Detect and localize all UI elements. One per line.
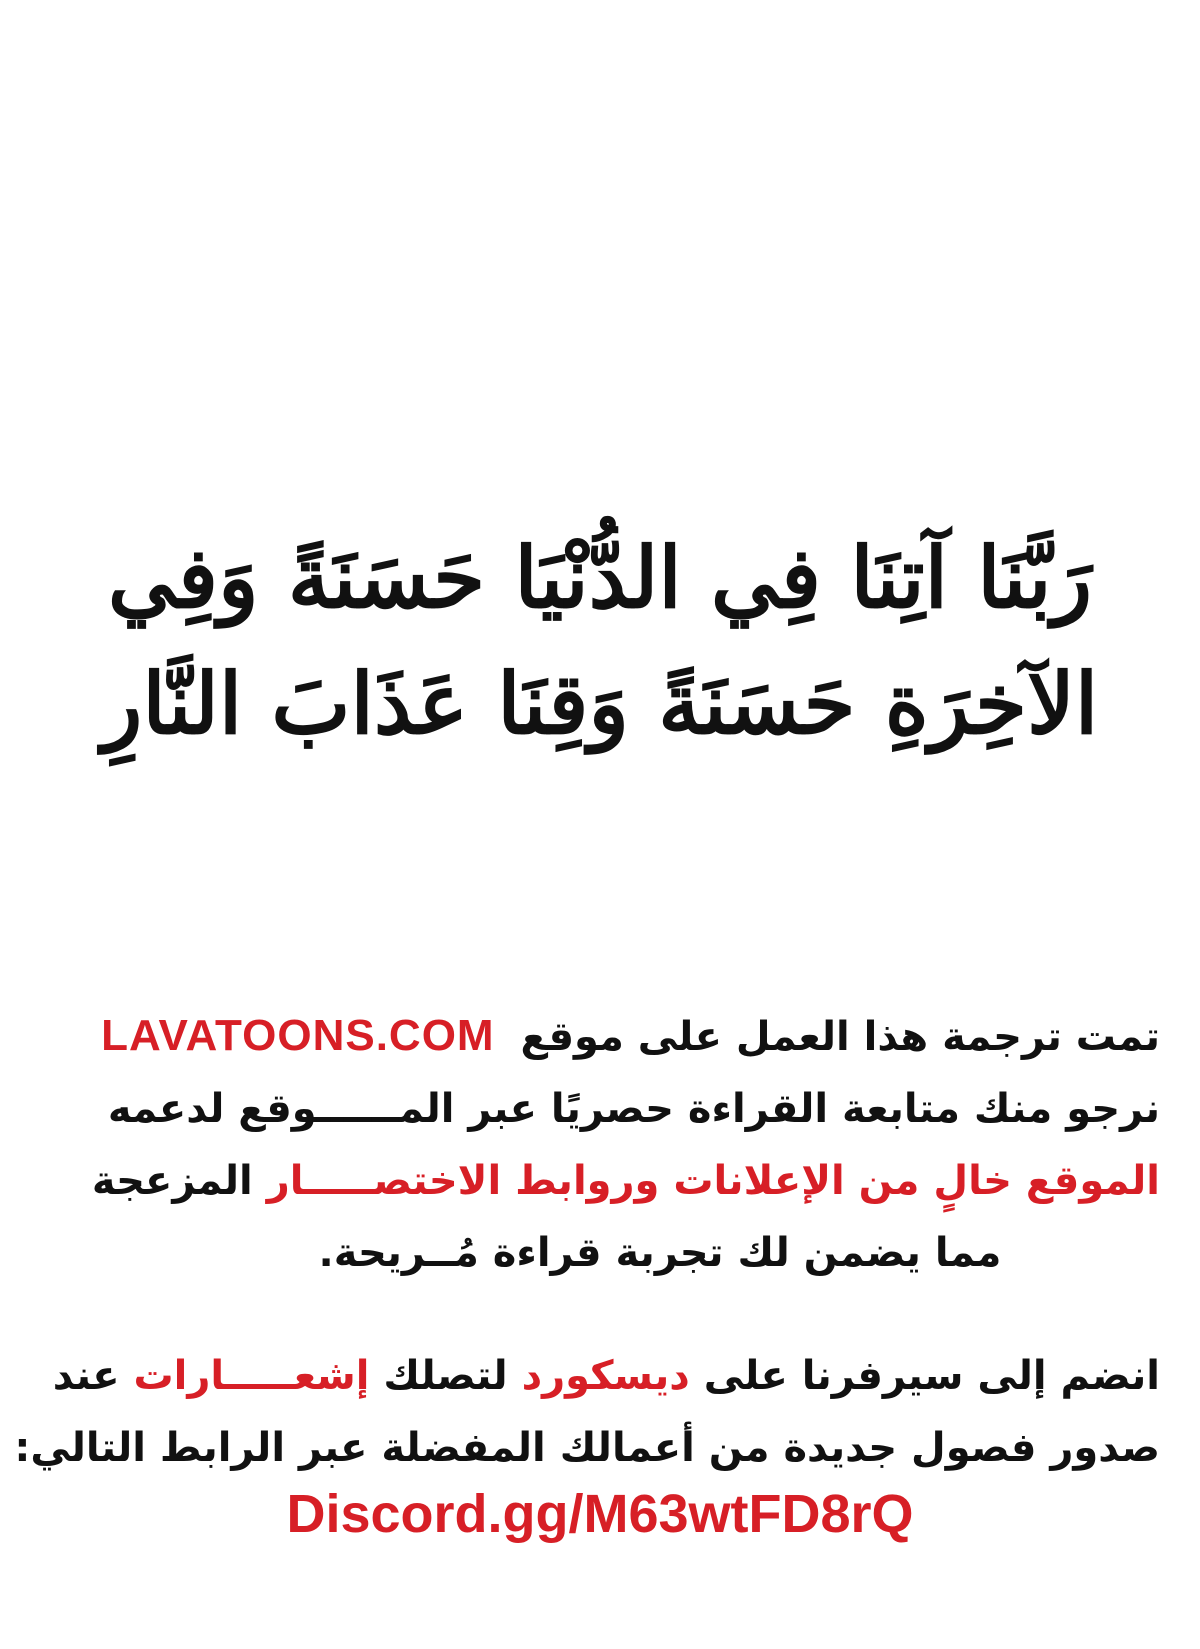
- verse-line-2: الآخِرَةِ حَسَنَةً وَقِنَا عَذَابَ النَّارِ: [101, 654, 1099, 753]
- translation-notice: [40, 1000, 1160, 1289]
- discord-line-1-b: لتصلك: [383, 1353, 508, 1399]
- notice-line-2: نرجو منك متابعة القراءة حصريًا عبر المــــــوقع لدعمه: [107, 1086, 1160, 1132]
- notice-line-3-rest: المزعجة: [91, 1158, 253, 1204]
- discord-line-1-c: عند: [52, 1353, 120, 1399]
- notifications-word: إشعـــــارات: [133, 1353, 370, 1399]
- notice-line-3-highlight: الموقع خالٍ من الإعلانات وروابط الاختصـــــار: [266, 1158, 1160, 1204]
- discord-invite-text: [14, 1340, 1160, 1484]
- notice-line-3: [40, 1145, 1160, 1217]
- discord-invite-link[interactable]: Discord.gg/M63wtFD8rQ: [286, 1484, 914, 1544]
- verse-line-1: رَبَّنَا آتِنَا فِي الدُّنْيَا حَسَنَةً وَفِي: [107, 528, 1093, 627]
- notice-line-4: مما يضمن لك تجربة قراءة مُــريحة.: [318, 1230, 1002, 1276]
- notice-line-1-text: تمت ترجمة هذا العمل على موقع: [520, 1014, 1160, 1060]
- notice-line-1: [40, 1000, 1160, 1073]
- site-name-link[interactable]: LAVATOONS.COM: [101, 1011, 495, 1060]
- verse-block: [0, 515, 1200, 767]
- discord-line-2: صدور فصول جديدة من أعمالك المفضلة عبر الرابط التالي:: [14, 1425, 1160, 1471]
- discord-word: ديسكورد: [521, 1353, 690, 1399]
- discord-line-1-a: انضم إلى سيرفرنا على: [703, 1353, 1160, 1399]
- discord-line-1: [40, 1340, 1160, 1412]
